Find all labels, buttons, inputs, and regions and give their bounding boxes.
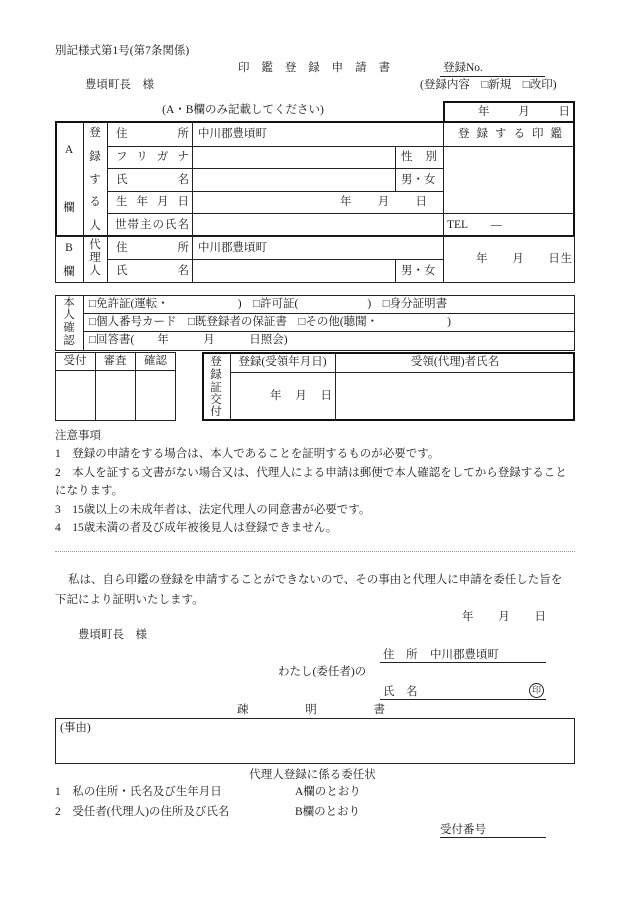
section-b-gender-options: 男・女 [401, 265, 436, 277]
table-rule [192, 122, 193, 236]
delegator-name-underline [380, 699, 546, 700]
section-b-birthdate-value: 年 月 日生 [476, 253, 572, 265]
registration-type: (登録内容 □新規 □改印) [420, 79, 557, 91]
registrant-label-char: 登 [89, 127, 101, 139]
cut-line-divider [55, 551, 575, 552]
certificate-recipient-header: 受領(代理)者氏名 [410, 356, 500, 368]
section-a-birthdate-label: 生年月日 [116, 196, 189, 208]
table-rule [55, 370, 175, 371]
power-of-attorney-item: 2 受任者(代理人)の住所及び氏名 [55, 806, 230, 818]
application-date: 年 月 日 [478, 106, 570, 118]
householder-name-label: 世帯主の氏名 [115, 219, 189, 231]
table-rule [443, 122, 444, 236]
delegator-address-label: 住 所 [383, 649, 418, 661]
delegation-date: 年 月 日 [462, 611, 546, 623]
power-of-attorney-item-ref: B欄のとおり [295, 806, 361, 818]
processing-header-confirm: 確認 [144, 355, 167, 367]
certificate-date-header: 登録(受領年月日) [238, 356, 327, 368]
table-rule [107, 146, 574, 147]
receipt-number-underline [440, 837, 546, 838]
section-a-letter: A [64, 144, 74, 156]
agent-label-char: 人 [89, 265, 101, 277]
power-of-attorney-title: 代理人登録に係る委任状 [249, 769, 376, 781]
table-rule [107, 168, 443, 169]
table-rule [107, 259, 443, 260]
section-a-gender-options: 男・女 [401, 174, 436, 186]
section-a-address-label: 住所 [116, 128, 189, 140]
identity-document-options: □個人番号カード □既登録者の保証書 □その他(聴聞・ ) [89, 316, 451, 328]
table-rule [395, 259, 396, 282]
table-rule [107, 122, 108, 236]
identity-check-label-char: 人 [63, 309, 75, 321]
section-a-furigana-label: フリガナ [116, 151, 189, 163]
table-rule [83, 313, 574, 314]
registrant-label-char: る [89, 196, 101, 208]
table-rule [83, 122, 84, 236]
registered-seal-label: 登録する印鑑 [458, 128, 562, 140]
section-b-column-word: 欄 [63, 266, 75, 278]
agent-label-char: 理 [89, 252, 101, 264]
identity-check-label-char: 本 [63, 297, 75, 309]
delegation-addressee: 豊頃町長 様 [78, 629, 147, 641]
section-b-address-label: 住所 [116, 242, 189, 254]
section-b-name-label: 氏名 [116, 265, 189, 277]
delegation-statement-line: 下記により証明いたします。 [55, 594, 204, 606]
notes-section [55, 427, 567, 537]
note-line: 4 15歳未満の者及び成年被後見人は登録できません。 [55, 521, 338, 534]
power-of-attorney-item-ref: A欄のとおり [295, 786, 361, 798]
reason-label: (事由) [60, 722, 91, 734]
certificate-issue-label-char: 登 [210, 356, 222, 368]
delegator-address-value: 中川郡豊頃町 [430, 649, 499, 661]
receipt-number-label: 受付番号 [440, 824, 486, 836]
delegator-address-underline [380, 662, 546, 663]
registrant-label-char: 録 [89, 151, 101, 163]
section-a-name-label: 氏名 [116, 174, 189, 186]
power-of-attorney-item: 1 私の住所・氏名及び生年月日 [55, 786, 222, 798]
seal-mark-icon: 印 [529, 683, 544, 698]
certificate-issue-label-char: 録 [210, 369, 222, 381]
note-line: 3 15歳以上の未成年者は、法定代理人の同意書が必要です。 [55, 503, 371, 516]
table-rule [230, 372, 573, 373]
form-title: 印鑑登録申請書 [238, 62, 390, 74]
notes-title: 注意事項 [55, 430, 101, 442]
section-a-birthdate-value: 年 月 日 [340, 196, 427, 208]
addressee: 豊頃町長 様 [85, 79, 154, 91]
identity-document-options: □免許証(運転・ ) □許可証( ) □身分証明書 [89, 298, 448, 310]
instruction-text: (A・B欄のみ記載してください) [162, 104, 324, 116]
section-b-address-value: 中川郡豊頃町 [198, 242, 267, 254]
agent-label-char: 代 [89, 239, 101, 251]
certificate-date-value: 年 月 日 [270, 390, 332, 402]
identity-check-label-char: 確 [63, 322, 75, 334]
reason-box [55, 718, 575, 764]
table-rule [107, 213, 574, 214]
section-a-address-value: 中川郡豊頃町 [198, 128, 267, 140]
delegator-prefix: わたし(委任者)の [278, 666, 367, 678]
form-number: 別記様式第1号(第7条関係) [55, 45, 190, 57]
section-a-column-word: 欄 [63, 202, 75, 214]
table-rule [83, 331, 574, 332]
identity-check-label-char: 認 [63, 335, 75, 347]
table-rule [443, 237, 444, 282]
certificate-issue-label-char: 交 [210, 394, 222, 406]
certificate-issue-label-char: 証 [210, 382, 222, 394]
table-rule [107, 191, 443, 192]
explanation-title: 疎明書 [237, 704, 385, 716]
note-line: 2 本人を証する文書がない場合又は、代理人による申請は郵便で本人確認をしてから登録すること [55, 466, 567, 479]
processing-header-review: 審査 [103, 355, 127, 367]
registrant-label-char: 人 [89, 220, 101, 232]
delegation-statement-line: 私は、自ら印鑑の登録を申請することができないので、その事由と代理人に申請を委任した旨を [68, 574, 563, 586]
identity-reply-option: □回答書( 年 月 日照会) [89, 334, 288, 346]
processing-header-reception: 受付 [63, 355, 87, 367]
delegator-name-label: 氏 名 [383, 686, 418, 698]
note-line: 1 登録の申請をする場合は、本人であることを証明するものが必要です。 [55, 448, 440, 461]
section-b-letter: B [65, 242, 73, 254]
note-line: になります。 [55, 485, 124, 498]
registrant-label-char: す [89, 174, 101, 186]
section-a-gender-label: 性別 [401, 151, 437, 163]
tel-label: TEL — [447, 219, 503, 231]
table-rule [83, 237, 84, 282]
registration-no-label: 登録No. [443, 62, 483, 74]
registration-no-underline [440, 76, 545, 77]
table-rule [83, 296, 84, 350]
certificate-issue-label-char: 付 [210, 406, 222, 418]
